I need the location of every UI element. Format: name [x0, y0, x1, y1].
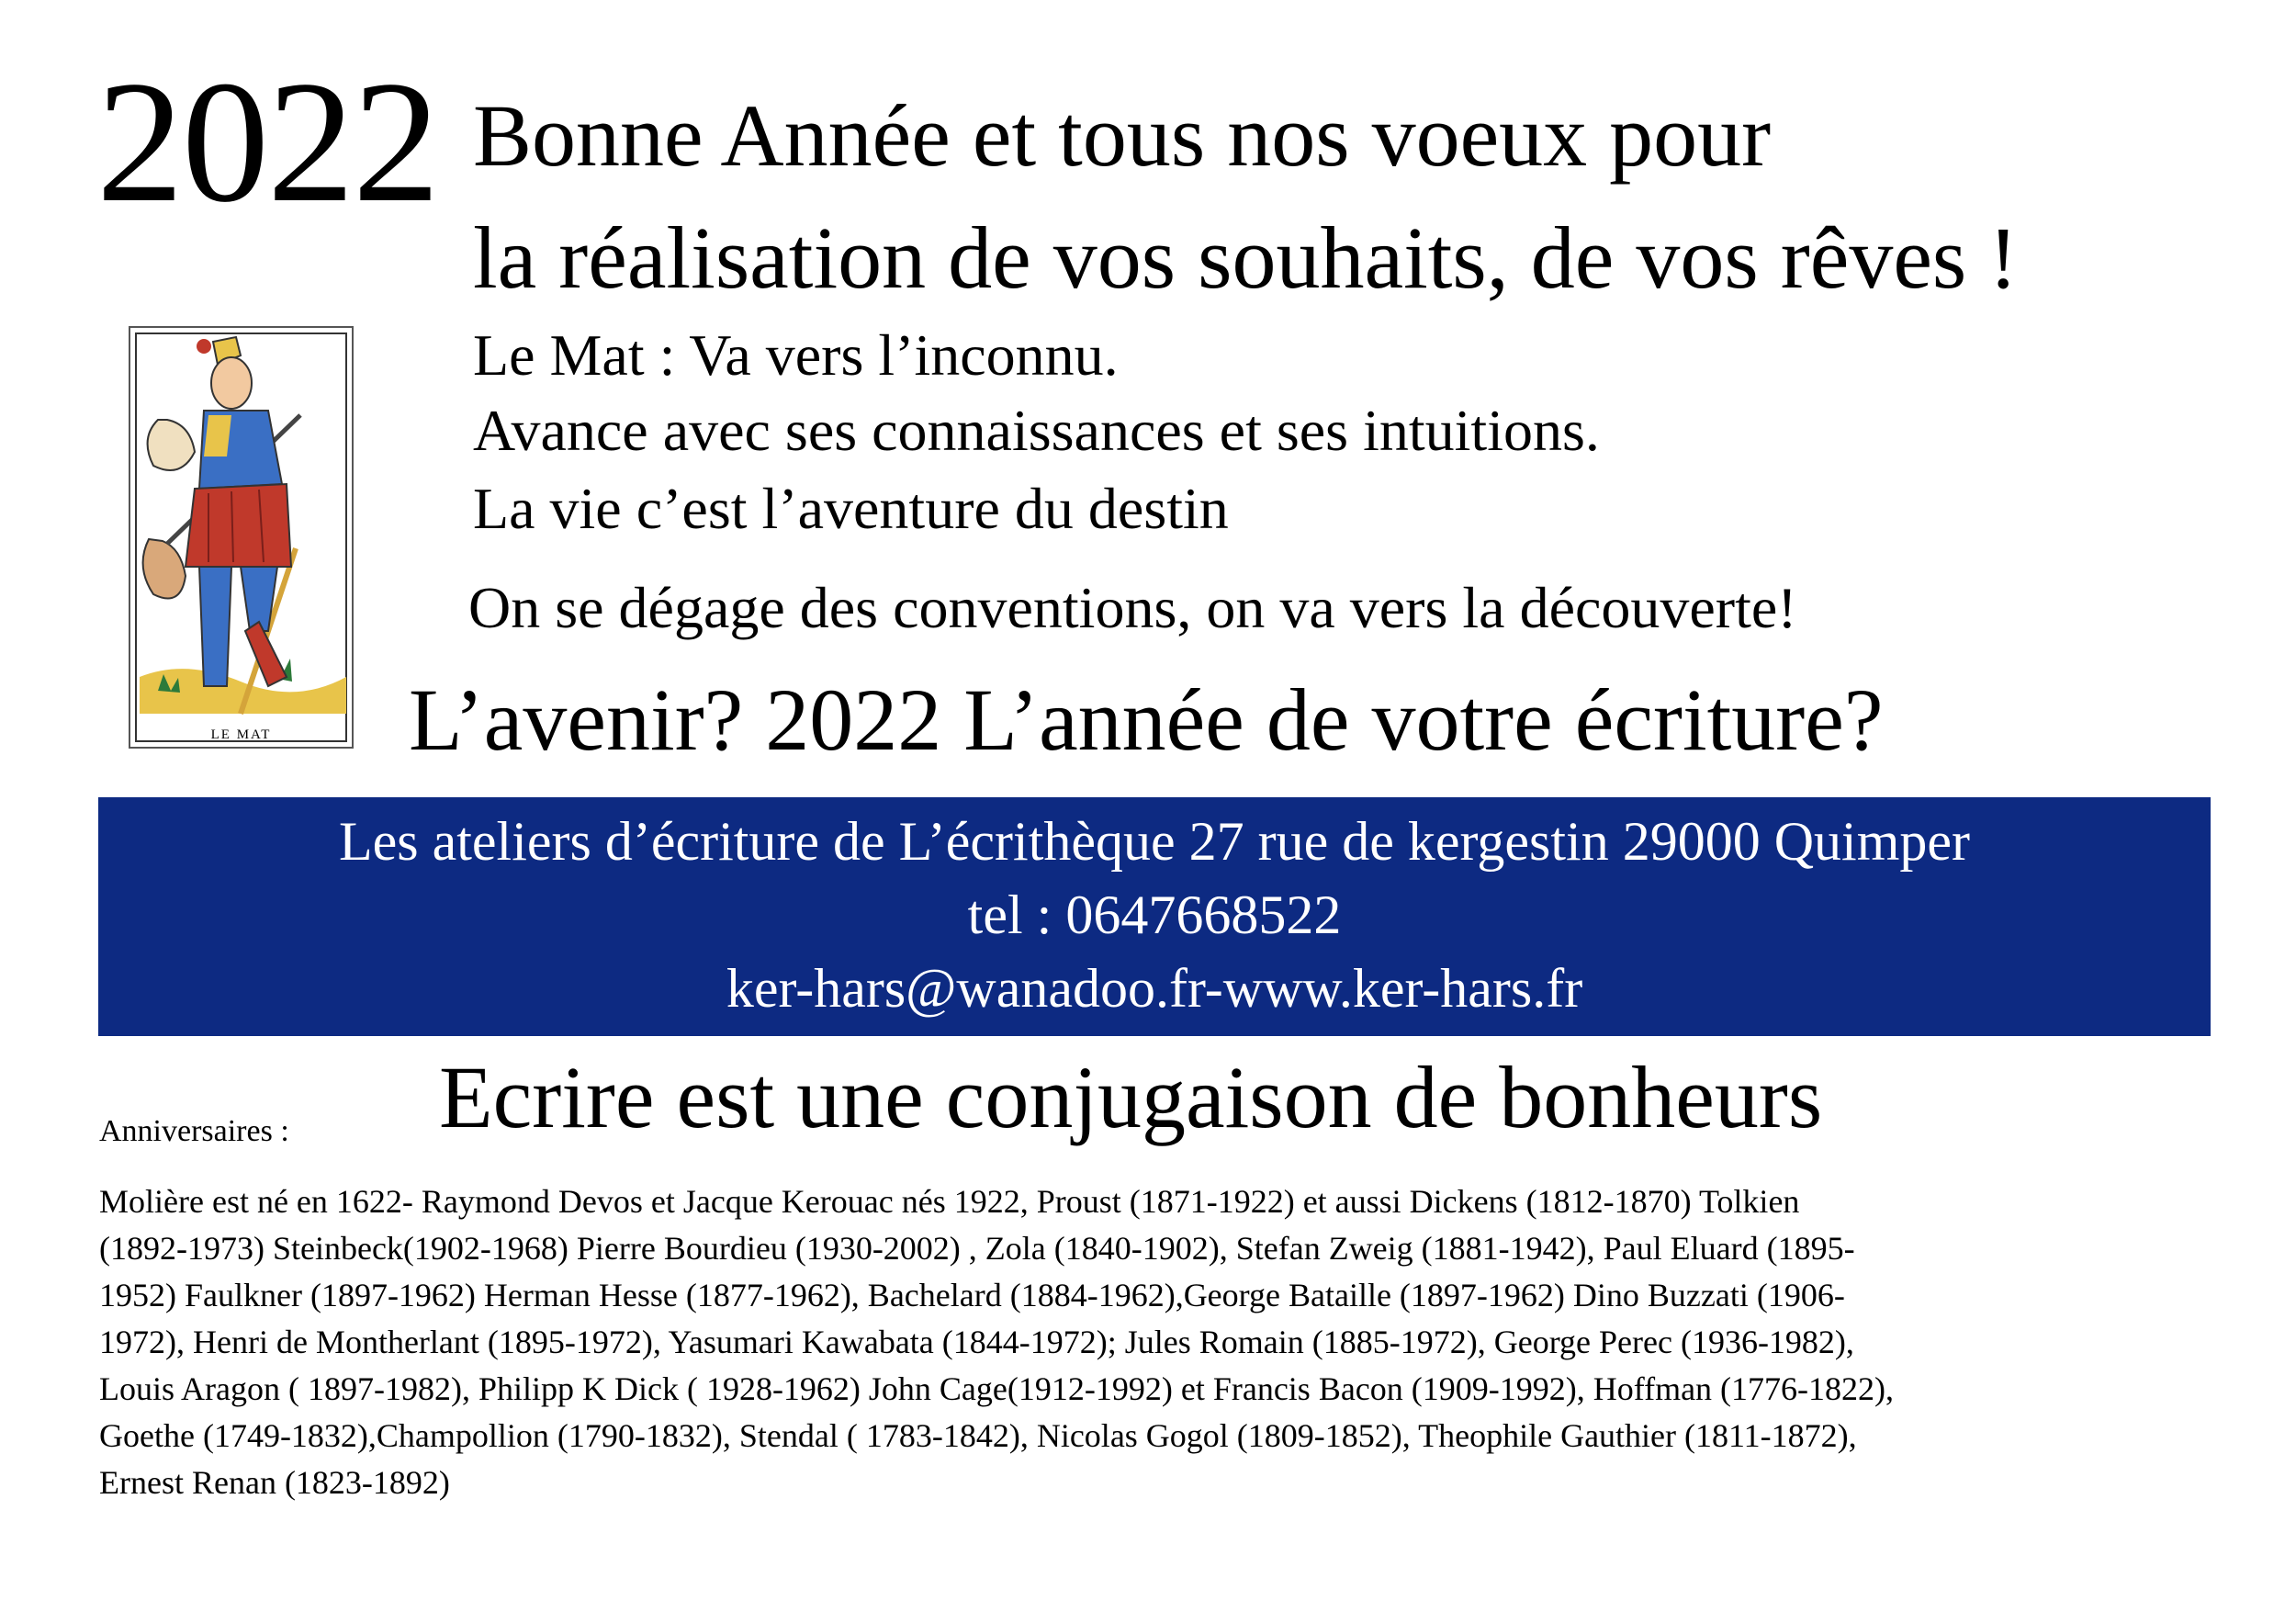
motto-line-3: La vie c’est l’aventure du destin	[473, 476, 1229, 541]
greeting-line-1: Bonne Année et tous nos voeux pour	[473, 86, 1772, 185]
anniversaries-line: 1972), Henri de Montherlant (1895-1972), Yasumari Kawabata (1844-1972); Jules Romain (1885-1972), George Perec (1936-1982),	[99, 1324, 1854, 1360]
card-title: LE MAT	[210, 727, 272, 742]
banner-phone: tel : 0647668522	[967, 885, 1342, 945]
future-heading: L’avenir? 2022 L’année de votre écriture?	[409, 671, 1884, 769]
anniversaries-line: (1892-1973) Steinbeck(1902-1968) Pierre Bourdieu (1930-2002) , Zola (1840-1902), Stefan Zweig (1881-1942), Paul Eluard (1895-	[99, 1230, 1855, 1267]
anniversaries-text	[99, 1178, 2239, 1506]
anniversaries-label: Anniversaires :	[99, 1114, 289, 1148]
motto-line-4: On se dégage des conventions, on va vers la découverte!	[468, 575, 1797, 640]
banner-email-website: ker-hars@wanadoo.fr-www.ker-hars.fr	[726, 958, 1583, 1019]
tagline: Ecrire est une conjugaison de bonheurs	[439, 1048, 1823, 1146]
anniversaries-line: Ernest Renan (1823-1892)	[99, 1464, 450, 1501]
motto-line-2: Avance avec ses connaissances et ses intuitions.	[473, 398, 1600, 463]
anniversaries-line: Louis Aragon ( 1897-1982), Philipp K Dick ( 1928-1962) John Cage(1912-1992) et Francis Bacon (1909-1992), Hoffman (1776-1822),	[99, 1370, 1895, 1407]
motto-line-1: Le Mat : Va vers l’inconnu.	[473, 322, 1119, 388]
anniversaries-line: Goethe (1749-1832),Champollion (1790-1832), Stendal ( 1783-1842), Nicolas Gogol (1809-1852), Theophile Gauthier (1811-1872),	[99, 1417, 1857, 1454]
anniversaries-line: Molière est né en 1622- Raymond Devos et Jacque Kerouac nés 1922, Proust (1871-1922) et aussi Dickens (1812-1870) Tolkien	[99, 1183, 1800, 1220]
contact-banner	[98, 797, 2211, 1036]
banner-address: Les ateliers d’écriture de L’écrithèque 27 rue de kergestin 29000 Quimper	[338, 811, 1970, 872]
anniversaries-line: 1952) Faulkner (1897-1962) Herman Hesse (1877-1962), Bachelard (1884-1962),George Bataille (1897-1962) Dino Buzzati (1906-	[99, 1277, 1845, 1313]
fool-figure-illustration	[130, 328, 352, 747]
year-heading: 2022	[96, 46, 438, 239]
greeting-line-2: la réalisation de vos souhaits, de vos rêves !	[473, 209, 2019, 307]
tarot-card-le-mat	[129, 326, 354, 749]
